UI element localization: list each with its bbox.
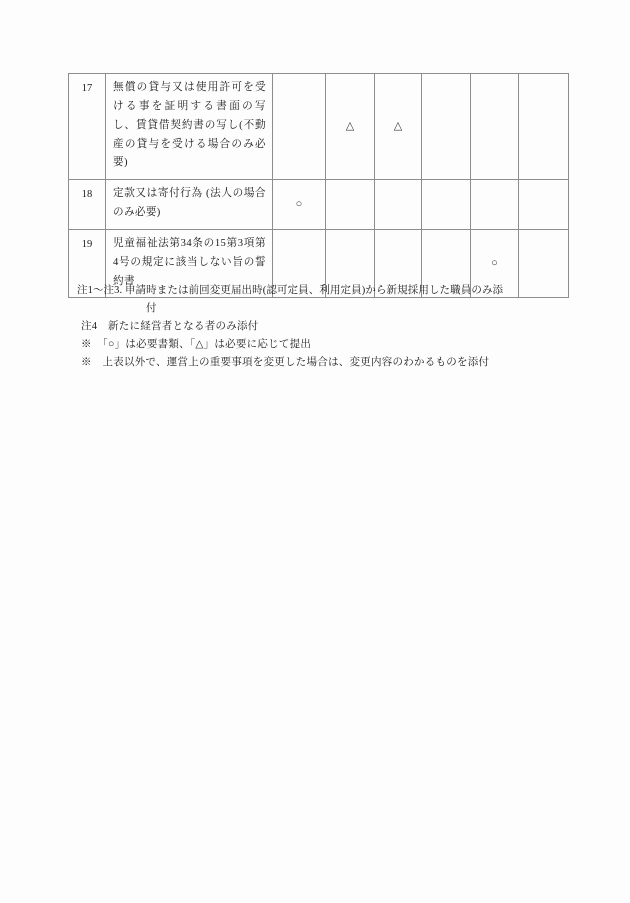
mark-cell-c7 [471,74,519,180]
mark-cell-c7 [471,180,519,230]
note-line-extra: ※ 上表以外で、運営上の重要事項を変更した場合は、変更内容のわかるものを添付 [81,357,490,368]
required-documents-table [68,73,569,298]
mark-cell-c5 [375,180,422,230]
mark-symbol: △ [393,120,403,133]
note-line-2: 注4 新たに経営者となる者のみ添付 [81,321,259,332]
row-number: 19 [69,229,106,298]
row-number: 18 [69,180,106,230]
table-notes [68,282,578,372]
mark-cell-c8 [519,180,569,230]
note-line-legend: ※ 「○」は必要書類、「△」は必要に応じて提出 [81,339,312,350]
mark-symbol: ○ [295,198,303,211]
mark-cell-c3 [273,180,326,230]
mark-cell-c6 [422,74,471,180]
note-line-1-continuation: 付 [146,303,157,314]
mark-cell-c4 [326,74,375,180]
note-line-1: 注1〜注3. 申請時または前回変更届出時(認可定員、利用定員)から新規採用した職員のみ添 [77,285,504,296]
table-row [69,74,569,180]
mark-cell-c5 [375,74,422,180]
document-name: 無償の貸与又は使用許可を受ける事を証明する書面の写し、賃貸借契約書の写し(不動産の貸与を受ける場合のみ必要) [106,74,273,180]
mark-symbol: ○ [491,257,498,270]
mark-cell-c8 [519,74,569,180]
row-number: 17 [69,74,106,180]
mark-cell-c4 [326,180,375,230]
table-row [69,180,569,230]
document-name: 定款又は寄付行為 (法人の場合のみ必要) [106,180,273,230]
mark-cell-c3 [273,74,326,180]
document-name: 児童福祉法第34条の15第3項第4号の規定に該当しない旨の誓約書 [106,229,273,298]
mark-cell-c6 [422,180,471,230]
mark-symbol: △ [345,120,355,133]
